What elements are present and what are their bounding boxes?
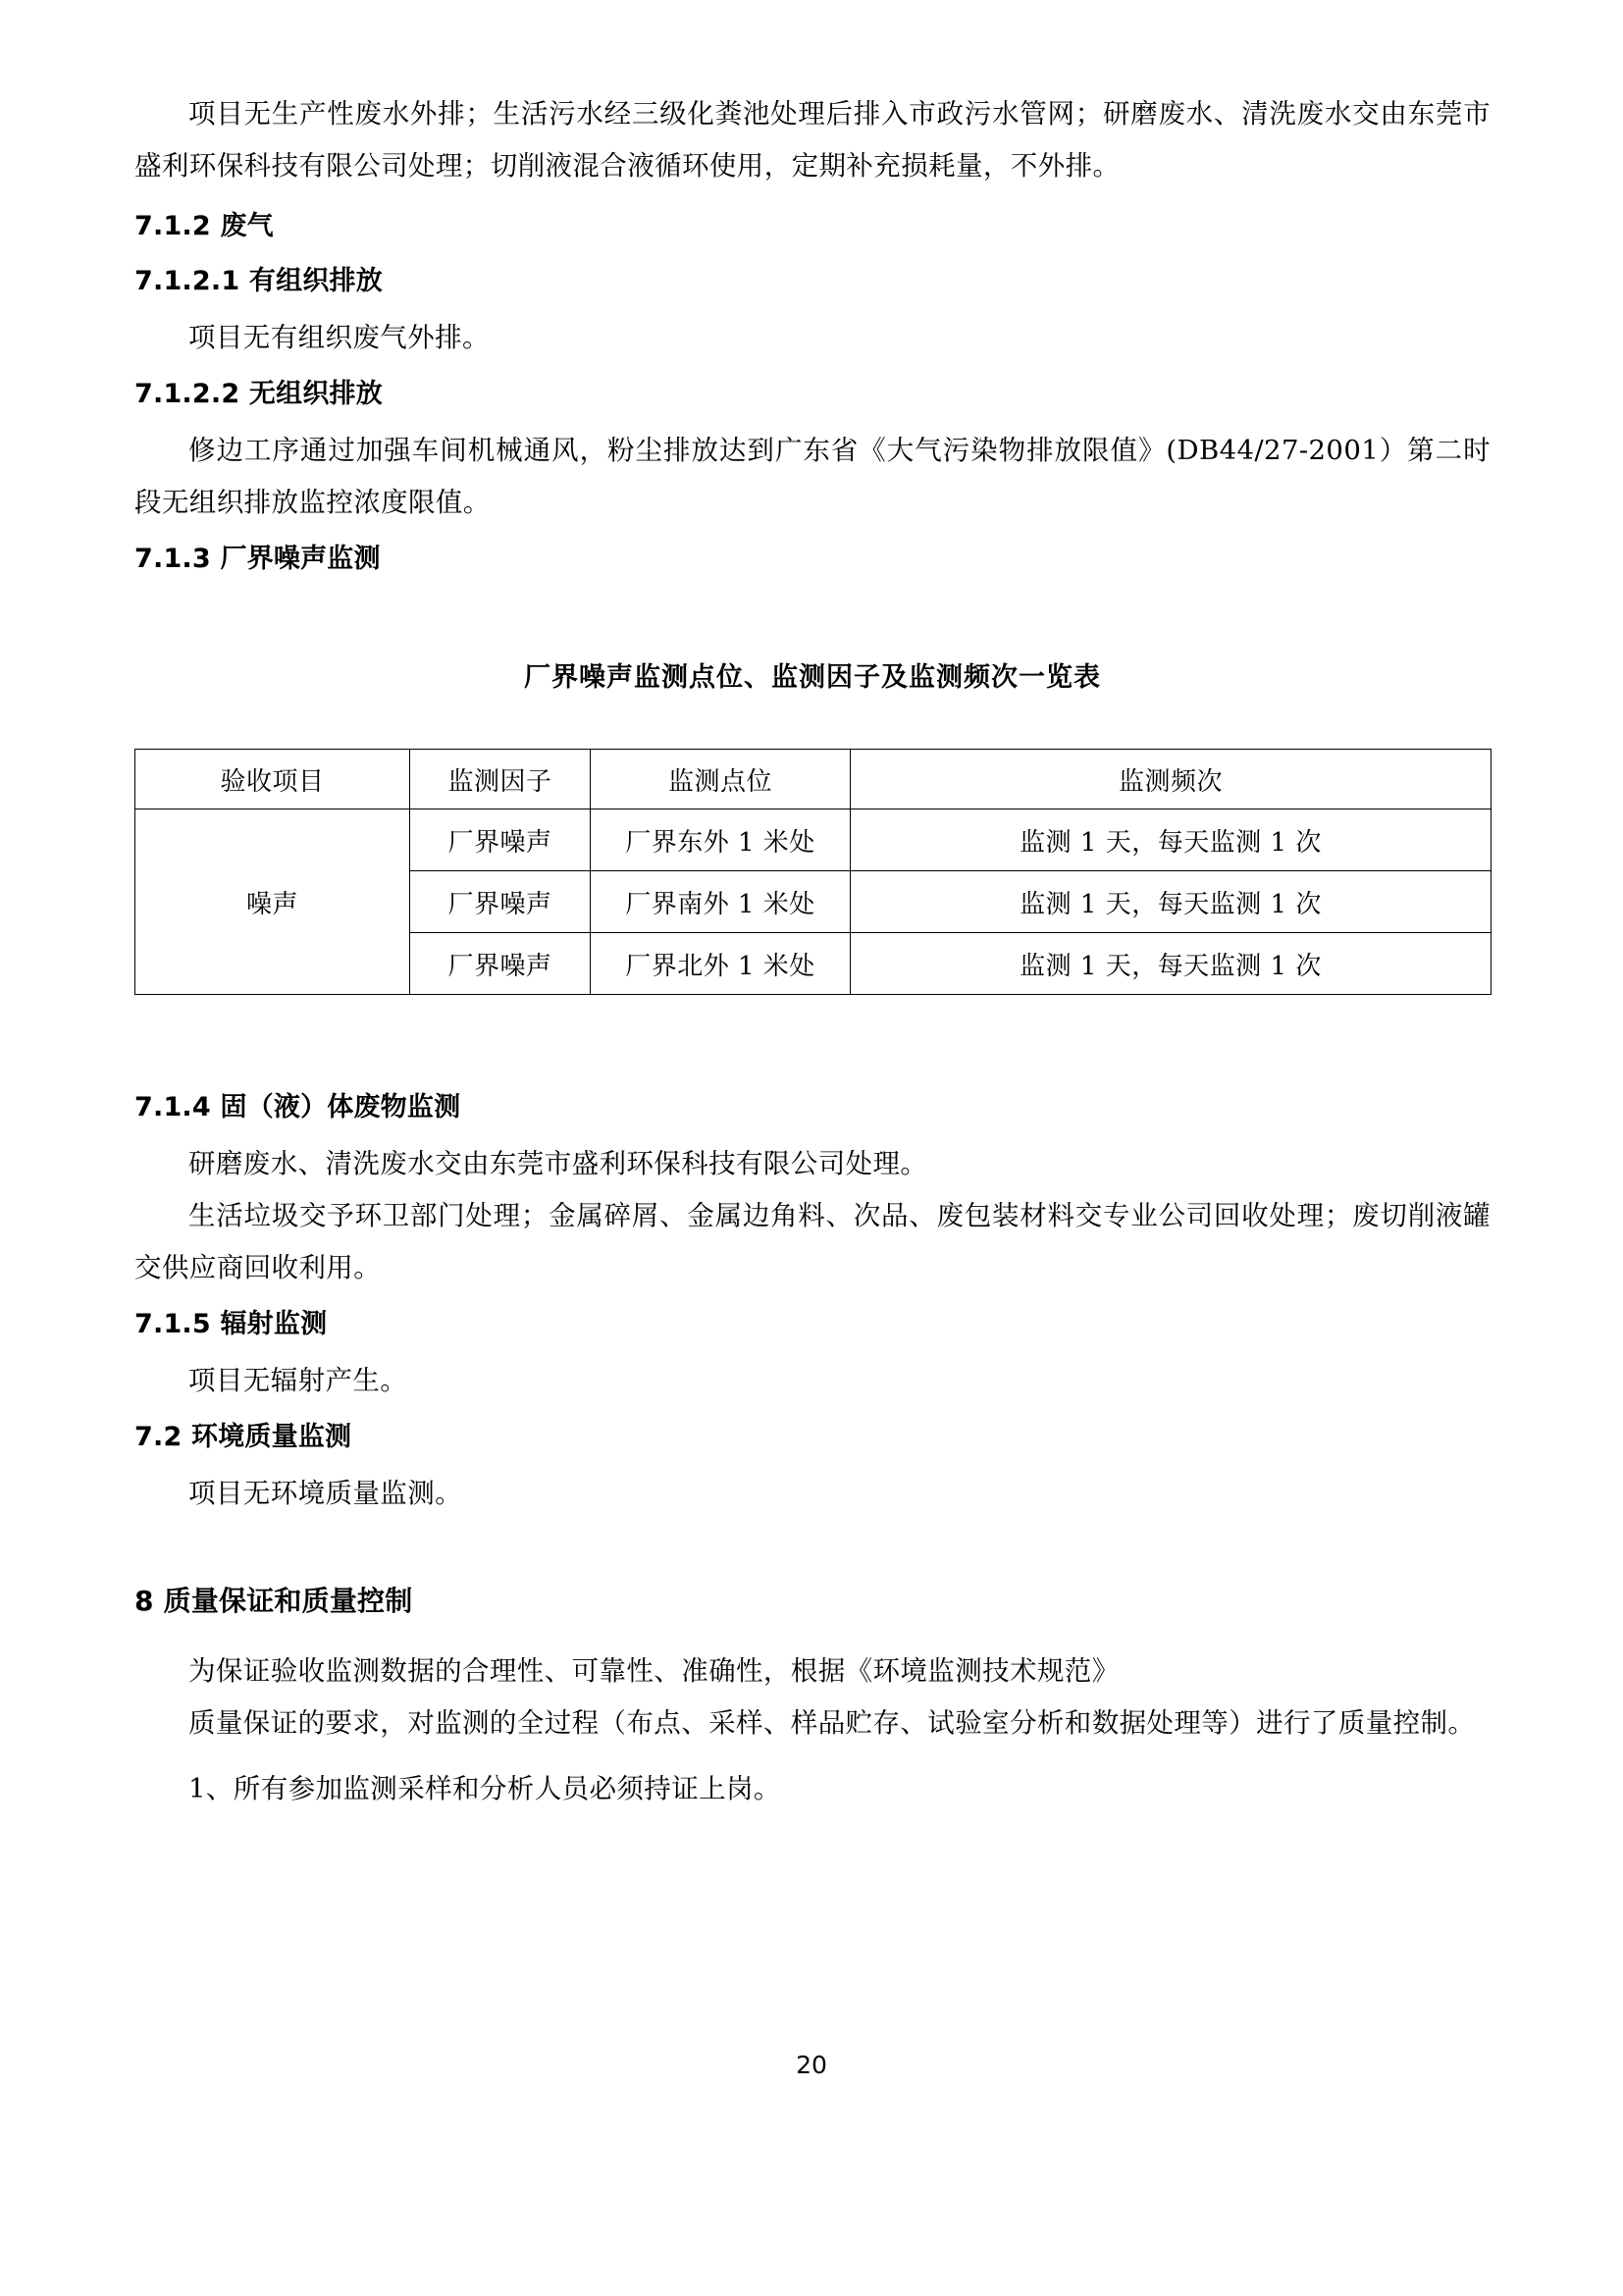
page-content <box>134 0 1491 1815</box>
table-cell-point: 厂界南外 1 米处 <box>591 871 851 933</box>
spacer-after-table <box>134 995 1491 1083</box>
heading-7-1-5: 7.1.5 辐射监测 <box>134 1309 328 1339</box>
spacer <box>134 1749 1491 1763</box>
table-header-frequency: 监测频次 <box>851 750 1492 809</box>
spacer <box>134 192 1491 202</box>
paragraph-7-2: 项目无环境质量监测。 <box>188 1478 462 1509</box>
table-cell-point: 厂界东外 1 米处 <box>591 809 851 871</box>
table-header-point: 监测点位 <box>591 750 851 809</box>
page-number: 20 <box>796 2051 827 2079</box>
spacer <box>134 1626 1491 1645</box>
heading-7-2: 7.2 环境质量监测 <box>134 1422 352 1452</box>
paragraph-7-1-2-1: 项目无有组织废气外排。 <box>188 322 490 353</box>
table-cell-factor: 厂界噪声 <box>410 809 591 871</box>
table-cell-frequency: 监测 1 天，每天监测 1 次 <box>851 809 1492 871</box>
table-header-project: 验收项目 <box>135 750 410 809</box>
paragraph-8-c: 1、所有参加监测采样和分析人员必须持证上岗。 <box>188 1773 781 1804</box>
paragraph-7-1-5: 项目无辐射产生。 <box>188 1365 408 1396</box>
intro-paragraph: 项目无生产性废水外排；生活污水经三级化粪池处理后排入市政污水管网；研磨废水、清洗废水交由东莞市盛利环保科技有限公司处理；切削液混合液循环使用，定期补充损耗量，不外排。 <box>134 98 1491 182</box>
heading-7-1-2-1: 7.1.2.1 有组织排放 <box>134 266 383 296</box>
paragraph-7-1-4-a: 研磨废水、清洗废水交由东莞市盛利环保科技有限公司处理。 <box>188 1148 928 1179</box>
noise-monitoring-table <box>134 749 1492 995</box>
paragraph-8-b: 质量保证的要求，对监测的全过程（布点、采样、样品贮存、试验室分析和数据处理等）进行了质量控制。 <box>188 1707 1476 1739</box>
paragraph-7-1-2-2: 修边工序通过加强车间机械通风，粉尘排放达到广东省《大气污染物排放限值》(DB44/27-2001）第二时段无组织排放监控浓度限值。 <box>134 435 1491 518</box>
heading-7-1-4: 7.1.4 固（液）体废物监测 <box>134 1092 461 1122</box>
table-header-row <box>135 750 1492 809</box>
paragraph-7-1-4-b: 生活垃圾交予环卫部门处理；金属碎屑、金属边角料、次品、废包装材料交专业公司回收处理；废切削液罐交供应商回收利用。 <box>134 1200 1491 1283</box>
table-cell-point: 厂界北外 1 米处 <box>591 933 851 995</box>
table-cell-frequency: 监测 1 天，每天监测 1 次 <box>851 933 1492 995</box>
heading-7-1-3: 7.1.3 厂界噪声监测 <box>134 544 381 574</box>
heading-7-1-2: 7.1.2 废气 <box>134 211 274 241</box>
top-margin-spacer <box>134 0 1491 88</box>
table-row <box>135 809 1492 871</box>
table-cell-factor: 厂界噪声 <box>410 871 591 933</box>
table-header-factor: 监测因子 <box>410 750 591 809</box>
noise-table-title: 厂界噪声监测点位、监测因子及监测频次一览表 <box>524 662 1101 693</box>
heading-8: 8 质量保证和质量控制 <box>134 1585 413 1617</box>
table-cell-project-noise: 噪声 <box>135 809 410 995</box>
spacer-before-table-title <box>134 584 1491 658</box>
paragraph-8-a: 为保证验收监测数据的合理性、可靠性、准确性，根据《环境监测技术规范》 <box>188 1655 1120 1687</box>
spacer-before-table <box>134 698 1491 749</box>
table-cell-frequency: 监测 1 天，每天监测 1 次 <box>851 871 1492 933</box>
table-cell-factor: 厂界噪声 <box>410 933 591 995</box>
heading-7-1-2-2: 7.1.2.2 无组织排放 <box>134 379 383 409</box>
spacer-before-section-8 <box>134 1520 1491 1577</box>
